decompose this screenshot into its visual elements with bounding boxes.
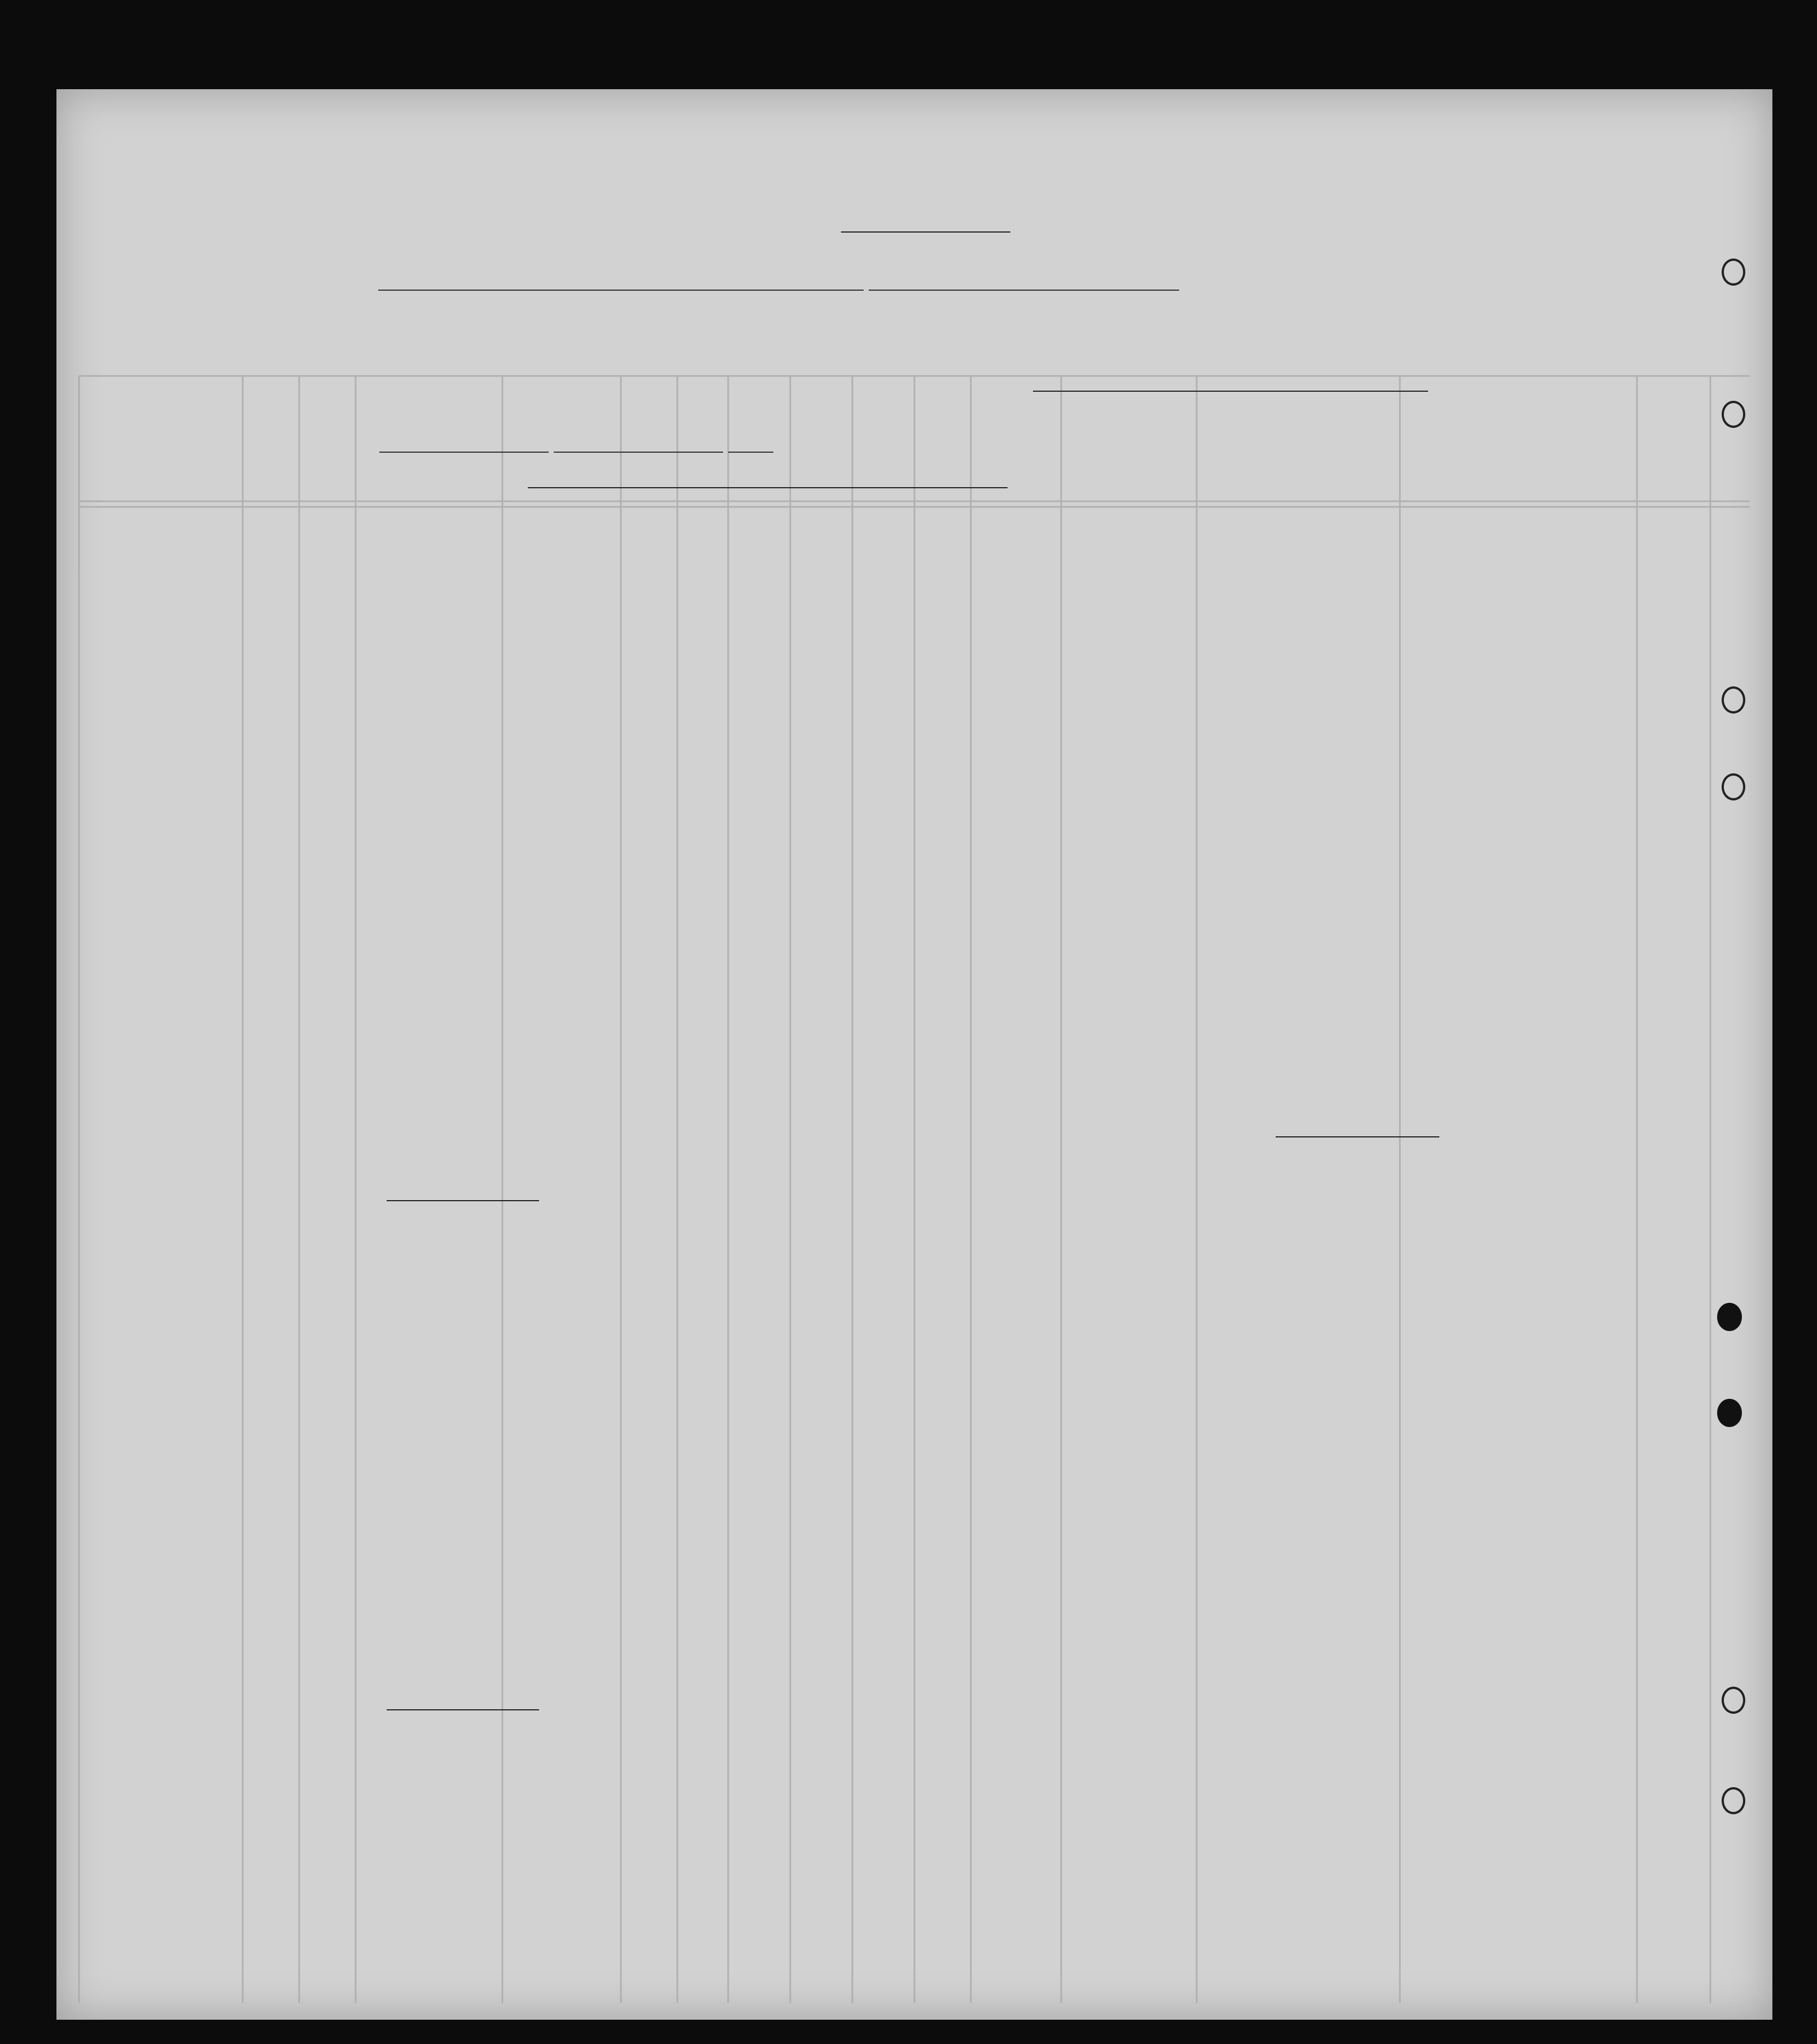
vessel-blank[interactable] <box>869 267 1179 291</box>
races-divider <box>1276 1136 1439 1137</box>
punch-hole <box>1722 1687 1745 1714</box>
act-divider <box>387 1709 539 1710</box>
punch-hole <box>1722 259 1745 286</box>
day-blank[interactable] <box>379 428 549 453</box>
name-blank[interactable] <box>378 267 864 291</box>
sworn-line <box>379 428 1170 453</box>
affidavit-line-1 <box>378 267 1462 291</box>
punch-hole <box>1722 686 1745 714</box>
punch-hole <box>1717 1303 1742 1331</box>
year-blank[interactable] <box>728 428 773 453</box>
month-blank[interactable] <box>554 428 723 453</box>
manifest-sheet <box>56 89 1772 2020</box>
punch-hole <box>1722 773 1745 800</box>
punch-hole <box>1717 1399 1742 1427</box>
punch-hole <box>1722 401 1745 428</box>
inspector-signature-line[interactable] <box>528 487 1008 488</box>
punch-hole <box>1722 1787 1745 1814</box>
title-underline <box>841 231 1010 233</box>
notice-divider <box>387 1200 539 1201</box>
master-signature-line[interactable] <box>1033 391 1428 392</box>
bleed-through-grid <box>56 89 1772 2020</box>
